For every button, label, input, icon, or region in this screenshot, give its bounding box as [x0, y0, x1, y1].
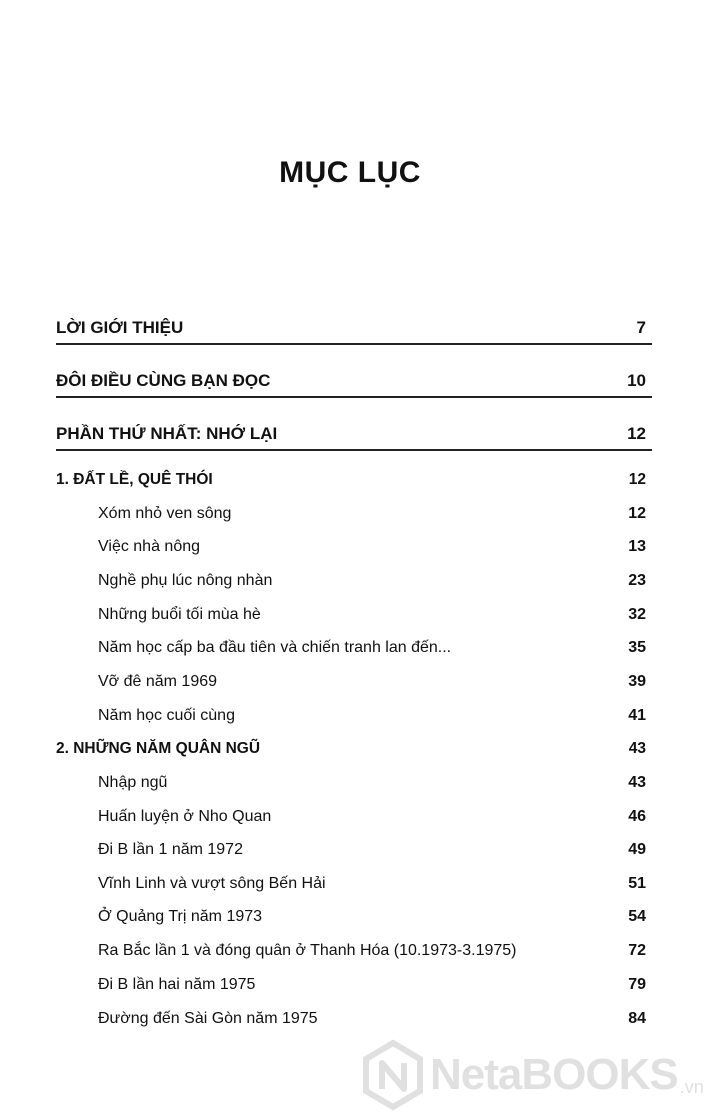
toc-subentry[interactable] — [56, 600, 652, 630]
toc-subentry[interactable] — [56, 902, 652, 932]
toc-entry-label: Nhập ngũ — [98, 774, 168, 791]
toc-entry-label: Vỡ đê năm 1969 — [98, 673, 218, 690]
toc-entry-label: ĐÔI ĐIỀU CÙNG BẠN ĐỌC — [56, 371, 271, 390]
toc-entry-label: Huấn luyện ở Nho Quan — [98, 808, 272, 825]
toc-entry-page: 43 — [628, 740, 646, 757]
toc-entry-label: LỜI GIỚI THIỆU — [56, 318, 184, 337]
toc-entry-page: 41 — [628, 707, 646, 724]
toc-entry-label: PHẦN THỨ NHẤT: NHỚ LẠI — [56, 424, 278, 443]
toc-entry-label: Đi B lần 1 năm 1972 — [98, 841, 243, 858]
watermark — [362, 1040, 704, 1110]
toc-entry-doi-dieu[interactable] — [56, 366, 652, 398]
toc-entry-page: 46 — [628, 808, 646, 825]
toc-entry-page: 72 — [628, 942, 646, 959]
toc-entry-loi-gioi-thieu[interactable] — [56, 313, 652, 345]
toc-subentry[interactable] — [56, 566, 652, 596]
toc-entry-page: 23 — [628, 572, 646, 589]
toc-subentry[interactable] — [56, 768, 652, 798]
toc-entry-phan-thu-nhat[interactable] — [56, 419, 652, 451]
page-title: MỤC LỤC — [279, 156, 421, 189]
toc-entry-page: 51 — [628, 875, 646, 892]
toc-subentry[interactable] — [56, 667, 652, 697]
toc-entry-label: Ra Bắc lần 1 và đóng quân ở Thanh Hóa (10.1973-3.1975) — [98, 942, 517, 959]
toc-entry-page: 35 — [628, 639, 646, 656]
toc-subentry[interactable] — [56, 802, 652, 832]
toc-entry-label: Ở Quảng Trị năm 1973 — [98, 908, 263, 925]
toc-chapter-2[interactable] — [56, 734, 652, 764]
toc-subentry[interactable] — [56, 835, 652, 865]
toc-entry-page: 10 — [627, 371, 646, 390]
toc-subentry[interactable] — [56, 701, 652, 731]
toc-entry-page: 43 — [628, 774, 646, 791]
toc-subentry[interactable] — [56, 970, 652, 1000]
toc-entry-label: 1. ĐẤT LỀ, QUÊ THÓI — [56, 471, 213, 488]
toc-entry-page: 12 — [628, 471, 646, 488]
toc-entry-label: Những buổi tối mùa hè — [98, 606, 261, 623]
toc-entry-label: Năm học cuối cùng — [98, 707, 235, 724]
toc-entry-page: 54 — [628, 908, 646, 925]
toc-entry-label: Việc nhà nông — [98, 538, 201, 555]
toc-entry-page: 13 — [628, 538, 646, 555]
toc-chapter-1[interactable] — [56, 465, 652, 495]
toc-entry-page: 84 — [628, 1010, 646, 1027]
toc-entry-label: 2. NHỮNG NĂM QUÂN NGŨ — [56, 740, 261, 757]
toc-entry-label: Vĩnh Linh và vượt sông Bến Hải — [98, 875, 326, 892]
toc-entry-page: 79 — [628, 976, 646, 993]
toc-entry-page: 39 — [628, 673, 646, 690]
watermark-brand: NetaBOOKS — [430, 1050, 678, 1099]
toc-entry-page: 12 — [628, 505, 646, 522]
toc-entry-label: Đường đến Sài Gòn năm 1975 — [98, 1010, 318, 1027]
toc-entry-label: Xóm nhỏ ven sông — [98, 505, 232, 522]
toc-subentry[interactable] — [56, 499, 652, 529]
toc-subentry[interactable] — [56, 633, 652, 663]
toc-entry-label: Đi B lần hai năm 1975 — [98, 976, 256, 993]
watermark-suffix: .vn — [679, 1077, 704, 1097]
toc-entry-label: Năm học cấp ba đầu tiên và chiến tranh lan đến... — [98, 639, 452, 656]
n-hexagon-logo-icon — [362, 1041, 424, 1109]
toc-entry-page: 12 — [627, 424, 646, 443]
toc-subentry[interactable] — [56, 1004, 652, 1034]
toc-subentry[interactable] — [56, 936, 652, 966]
toc-entry-label: Nghề phụ lúc nông nhàn — [98, 572, 273, 589]
toc-entry-page: 49 — [628, 841, 646, 858]
toc-entry-page: 32 — [628, 606, 646, 623]
toc-subentry[interactable] — [56, 532, 652, 562]
toc-entry-page: 7 — [636, 318, 646, 337]
toc-subentry[interactable] — [56, 869, 652, 899]
